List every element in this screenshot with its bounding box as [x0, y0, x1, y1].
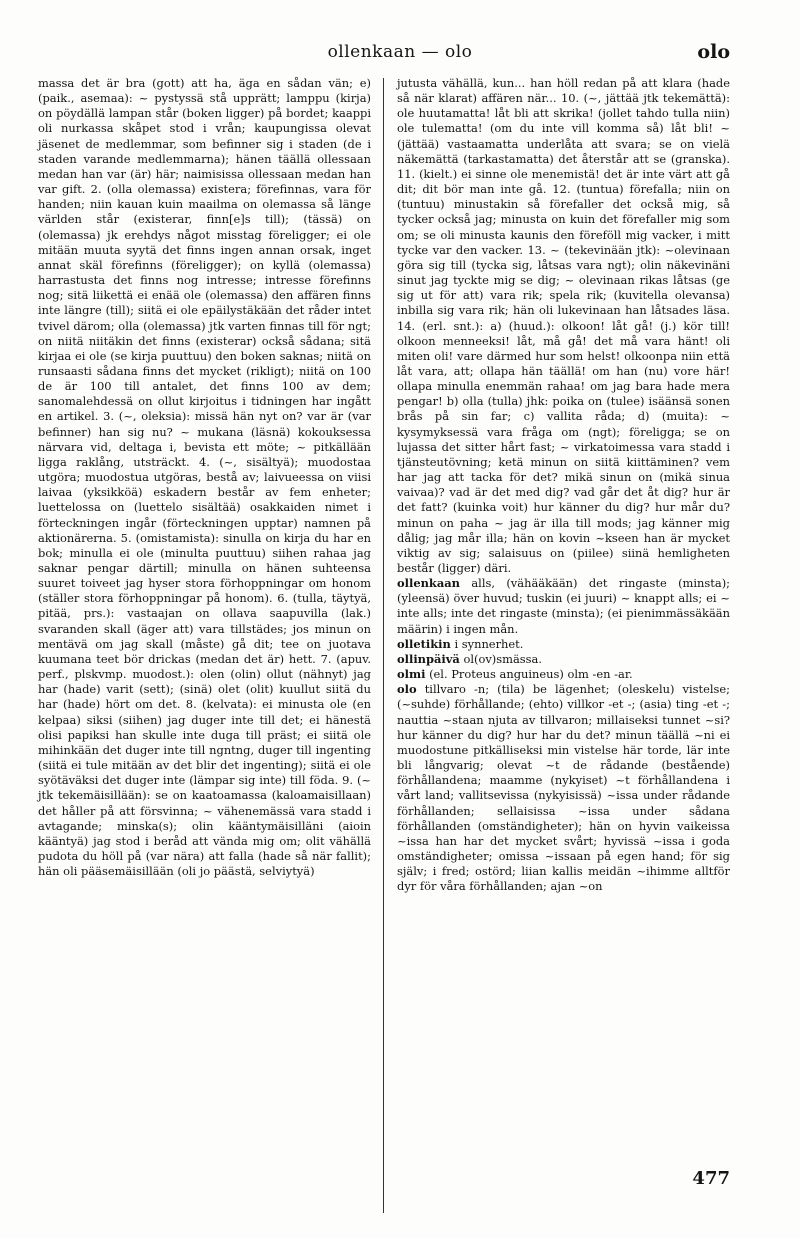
- running-head-title: ollenkaan — olo: [327, 42, 473, 62]
- left-column: [38, 76, 371, 879]
- entry-olletikin: [397, 637, 730, 652]
- column-divider: [383, 78, 384, 1213]
- headword: ollinpäivä: [397, 651, 460, 666]
- entry-text: ol(ov)smässa.: [463, 651, 542, 666]
- entry-text: tillvaro -n; (tila) be lägenhet; (oleskelu) vistelse; (~suhde) förhållande; (ehto) villkor -et -; (asia) ting -et -; nauttia ~staan njuta av tillvaron; millaiseksi tunnet ~si? hur känner du dig? hur har du det? minun täällä ~ni ei muodostune pitkälliseksi min vistelse här torde, lär inte bli långvarig; olevat ~t de rådande (bestående) förhållandena; maamme (nykyiset) ~t förhållandena i vårt land; vallitsevissa (nykyisissä) ~issa under rådande förhållanden; sellaisissa ~issa under sådana förhållanden (omständigheter); hän on hyvin vaikeissa ~issa han har det mycket svårt; hyvissä ~issa i goda omständigheter; omissa ~issaan på egen hand; för sig själv; i fred; ostörd; liian kallis meidän ~ihimme alltför dyr för våra förhållanden; ajan ~on: [397, 682, 730, 894]
- entry-ollinpaiva: [397, 652, 730, 667]
- entry-text: (el. Proteus anguineus) olm -en -ar.: [429, 667, 633, 682]
- entry-text: alls, (vähääkään) det ringaste (minsta); (yleensä) över huvud; tuskin (ei juuri) ~ knappt alls; ei ~ inte alls; inte det ringaste (minsta); (ei pienimmässäkään määrin) i ingen mån.: [397, 576, 731, 636]
- guide-word: olo: [697, 41, 730, 63]
- left-column-text: massa det är bra (gott) att ha, äga en sådan vän; e) (paik., asemaa): ~ pystyssä stå upprätt; lamppu (kirja) on pöydällä lampan står (boken ligger) på bordet; kaappi oli nurkassa skåpet stod i vrån; kaupungissa olevat jäsenet de medlemmar, som befinner sig i staden (de i staden varande medlemmarna); hänen täällä ollessaan medan han var (är) här; naimisissa ollessaan medan han var gift. 2. (olla olemassa) existera; förefinnas, vara för handen; niin kauan kuin maailma on olemassa så länge världen står (existerar, finn[e]s till); (tässä) on (olemassa) jk erehdys något misstag föreligger; ei ole mitään muuta syytä det finns ingen annan orsak, inget annat skäl förefinns (föreligger); on kyllä (olemassa) harrastusta det finns nog intresse; intresse förefinns nog; sitä liikettä ei enää ole (olemassa) den affären finns inte längre (till); siitä ei ole epäilystäkään det råder intet tvivel därom; olla (olemassa) jtk varten finnas till för ngt; on niitä niitäkin det finns (existerar) också sådana; sitä kirjaa ei ole (se kirja puuttuu) den boken saknas; niitä on runsaasti sådana finns det mycket (rikligt); niitä on 100 de är 100 till antalet, det finns 100 av dem; sanomalehdessä on ollut kirjoitus i tidningen har ingått en artikel. 3. (~, oleksia): missä hän nyt on? var är (var befinner) han sig nu? ~ mukana (läsnä) kokouksessa närvara vid, deltaga i, bevista ett möte; ~ pitkällään ligga raklång, utsträckt. 4. (~, sisältyä); muodostaa utgöra; muodostua utgöras, bestå av; laivueessa on viisi laivaa (yksikköä) eskadern består av fem enheter; luettelossa on (luettelo sisältää) osakkaiden nimet i förteckningen ingår (förteckningen upptar) namnen på aktionärerna. 5. (omistamista): sinulla on kirja du har en bok; minulla ei ole (minulta puuttuu) siihen rahaa jag saknar pengar därtill; minulla on hänen suhteensa suuret toiveet jag hyser stora förhoppningar om honom (ställer stora förhoppningar på honom). 6. (tulla, täytyä, pitää, prs.): vastaajan on ollava saapuvilla (lak.) svaranden skall (äger att) vara tillstädes; jos minun on mentävä om jag skall (måste) gå dit; tee on juotava kuumana teet bör drickas (medan det är) hett. 7. (apuv. perf., plskvmp. muodost.): olen (olin) ollut (nähnyt) jag har (hade) varit (sett); (sinä) olet (olit) kuullut siitä du har (hade) hört om det. 8. (kelvata): ei minusta ole (en kelpaa) siksi (siihen) jag duger inte till det; ei hänestä olisi papiksi han skulle inte duga till präst; ei siitä ole mihinkään det duger inte till ngntng, duger till ingenting (siitä ei tule mitään av det blir det ingenting); siitä ei ole syötäväksi det duger inte (lämpar sig inte) till föda. 9. (~ jtk tekemäisillään): se on kaatoamassa (kaloamaisillaan) det håller på att försvinna; ~ vähenemässä vara stadd i avtagande; minska(s); olin kääntymäisilläni (aioin kääntyä) jag stod i beråd att vända mig om; olit vähällä pudota du höll på (var nära) att falla (hade så när fallit); hän oli pääsemäisillään (oli jo päästä, selviytyä): [38, 76, 371, 879]
- right-column: [397, 76, 730, 894]
- running-head: [0, 40, 800, 68]
- right-column-intro: jutusta vähällä, kun... han höll redan på att klara (hade så när klarat) affären när... 10. (~, jättää jtk tekemättä): ole huutamatta! låt bli att skrika! (jollet tahdo tulla niin) ole tulematta! (om du inte vill komma så) låt bli! ~ (jättää) vastaamatta underlåta att svara; se on vielä näkemättä (tarkastamatta) det återstår att se (granska). 11. (kielt.) ei sinne ole menemistä! det är inte värt att gå dit; dit bör man inte gå. 12. (tuntua) förefalla; niin on (tuntuu) minustakin så förefaller det också mig, så tycker också jag; minusta on kuin det förefaller mig som om; se oli minusta kaunis den föreföll mig vacker, i mitt tycke var den vacker. 13. ~ (tekevinään jtk): ~olevinaan göra sig till (tycka sig, låtsas vara ngt); olin näkevinäni sinut jag tyckte mig se dig; ~ olevinaan rikas låtsas (ge sig ut för att) vara rik; spela rik; (kuvitella olevansa) inbilla sig vara rik; hän oli lukevinaan han låtsades läsa. 14. (erl. snt.): a) (huud.): olkoon! låt gå! (j.) kör till! olkoon menneeksi! låt, må gå! det må vara hänt! oli miten oli! vare därmed hur som helst! olkoonpa niin että låt vara, att; ollapa hän täällä! om han (nu) vore här! ollapa minulla enemmän rahaa! om jag bara hade mera pengar! b) olla (tulla) jhk: poika on (tulee) isäänsä sonen brås på sin far; c) vallita råda; d) (muita): ~ kysymyksessä vara fråga om (ngt); föreligga; se on lujassa det sitter hårt fast; ~ virkatoimessa vara stadd i tjänsteutövning; ketä minun on siitä kiittäminen? vem har jag att tacka för det? mikä sinun on (mikä sinua vaivaa)? vad är det med dig? vad går det åt dig? hur är det fatt? (kuinka voit) hur känner du dig? hur mår du? minun on paha ~ jag är illa till mods; jag känner mig dålig; jag mår illa; hän on kovin ~kseen han är mycket viktig av sig; salaisuus on (piilee) siinä hemligheten består (ligger) däri.: [397, 76, 730, 575]
- headword: olletikin: [397, 636, 451, 651]
- headword: olmi: [397, 667, 426, 682]
- entry-text: i synnerhet.: [454, 636, 524, 651]
- entry-olmi: [397, 667, 730, 682]
- headword: olo: [397, 682, 417, 697]
- entry-ollenkaan: [397, 576, 730, 637]
- entry-olo: [397, 682, 730, 894]
- page-number: 477: [692, 1168, 730, 1189]
- headword: ollenkaan: [397, 576, 460, 591]
